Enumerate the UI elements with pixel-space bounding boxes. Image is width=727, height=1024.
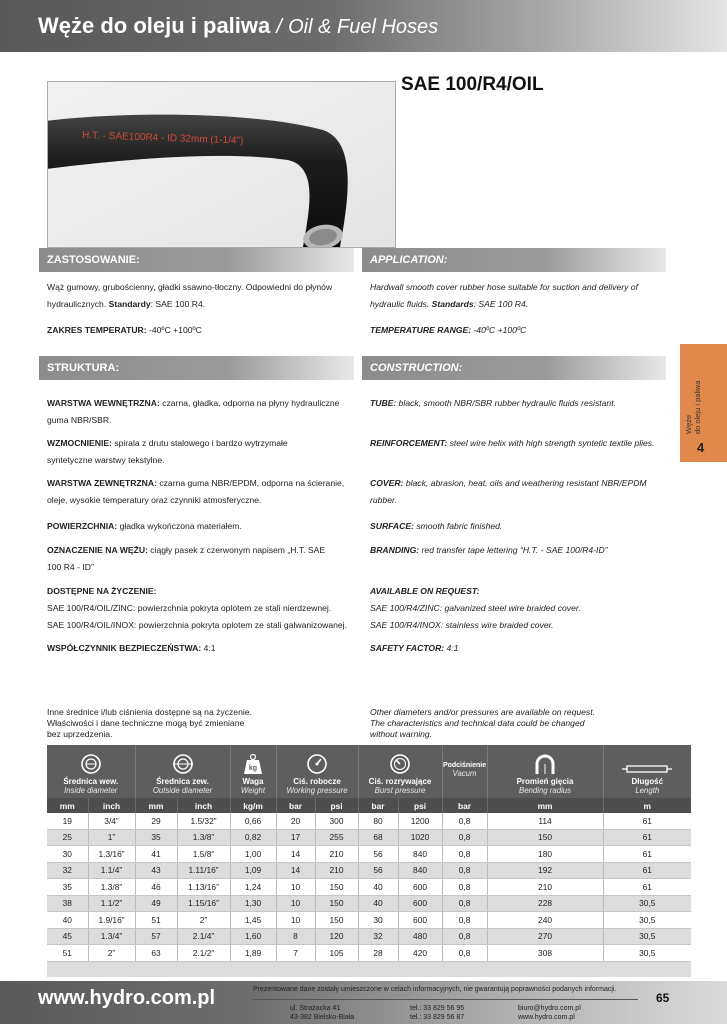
chapter-tab-label — [684, 381, 702, 434]
table-cell: 10 — [276, 912, 315, 929]
specs-table — [47, 745, 664, 977]
col-title-pl: Ciś. robocze — [293, 777, 341, 786]
chapter-number: 4 — [697, 440, 705, 455]
length-icon — [621, 763, 673, 775]
table-row — [47, 829, 691, 846]
application-text — [370, 279, 670, 313]
zastosowanie-std-value: : SAE 100 R4. — [150, 299, 206, 309]
safety-value-en: 4:1 — [444, 643, 459, 653]
table-cell-empty — [442, 961, 487, 977]
table-cell: 57 — [135, 928, 177, 945]
application-std-value: : SAE 100 R4. — [473, 299, 529, 309]
item-text: smooth fabric finished. — [413, 521, 503, 531]
table-cell: 30,5 — [603, 912, 691, 929]
item-label: TUBE: — [370, 398, 397, 408]
struktura-item — [47, 395, 347, 429]
unit-cell: psi — [315, 798, 358, 813]
table-cell: 20 — [276, 813, 315, 829]
page-footer — [0, 981, 727, 1024]
table-cell: 1.3/8” — [88, 879, 135, 896]
table-cell: 56 — [358, 846, 398, 863]
table-cell: 150 — [315, 895, 358, 912]
table-cell: 1,45 — [230, 912, 276, 929]
burst-gauge-icon — [389, 753, 411, 775]
unit-cell: psi — [398, 798, 442, 813]
table-cell: 56 — [358, 862, 398, 879]
table-cell: 308 — [487, 945, 603, 962]
application-desc: Hardwall smooth cover rubber hose suitable for suction and delivery of hydraulic fluids. — [370, 282, 638, 309]
item-text: spirala z drutu stalowego i bardzo wytrzymałe syntetyczne warstwy tekstylne. — [47, 438, 288, 465]
note-line: without warning. — [370, 729, 433, 739]
table-cell: 10 — [276, 895, 315, 912]
request-line: SAE 100/R4/INOX: stainless wire braided cover. — [370, 620, 554, 630]
table-cell: 1,30 — [230, 895, 276, 912]
table-cell: 61 — [603, 829, 691, 846]
temp-value-en: -40ºC +100ºC — [471, 325, 527, 335]
col-burst-pressure — [358, 745, 442, 798]
table-cell: 32 — [47, 862, 88, 879]
table-cell: 61 — [603, 846, 691, 863]
col-title-en: Length — [635, 786, 660, 795]
table-cell: 192 — [487, 862, 603, 879]
table-cell-empty — [135, 961, 177, 977]
item-text: red transfer tape lettering “H.T. - SAE 100/R4-ID” — [419, 545, 608, 555]
notes-pl — [47, 707, 347, 740]
table-cell: 180 — [487, 846, 603, 863]
table-cell: 30 — [358, 912, 398, 929]
table-cell: 114 — [487, 813, 603, 829]
request-line: SAE 100/R4/ZINC: galvanized steel wire braided cover. — [370, 603, 581, 613]
struktura-item — [47, 518, 347, 535]
table-cell: 0,8 — [442, 912, 487, 929]
unit-cell: mm — [487, 798, 603, 813]
phone-line: tel.: 33 829 56 95 — [410, 1005, 465, 1012]
table-cell: 1.11/16” — [177, 862, 230, 879]
address-line: ul. Strażacka 41 — [290, 1005, 341, 1012]
item-label: WARSTWA WEWNĘTRZNA: — [47, 398, 160, 408]
construction-item — [370, 542, 670, 559]
section-construction: CONSTRUCTION: — [362, 356, 666, 380]
weight-icon-text: kg — [248, 765, 258, 772]
table-cell-empty — [603, 961, 691, 977]
application-std-label: Standards — [431, 299, 474, 309]
item-label: POWIERZCHNIA: — [47, 521, 118, 531]
table-cell: 840 — [398, 862, 442, 879]
table-cell-empty — [358, 961, 398, 977]
item-label: WZMOCNIENIE: — [47, 438, 112, 448]
table-cell: 420 — [398, 945, 442, 962]
item-text: czarna, gładka, odporna na płyny hydrauliczne guma NBR/SBR. — [47, 398, 340, 425]
struktura-item — [47, 435, 322, 469]
note-line: The characteristics and technical data could be changed — [370, 718, 585, 728]
table-cell: 40 — [358, 895, 398, 912]
table-cell: 51 — [47, 945, 88, 962]
address-line: 43-382 Bielsko-Biała — [290, 1013, 355, 1021]
table-cell: 2.1/4” — [177, 928, 230, 945]
table-cell: 0,66 — [230, 813, 276, 829]
table-cell: 17 — [276, 829, 315, 846]
product-code: SAE 100/R4/OIL — [401, 74, 544, 95]
page-title — [38, 13, 438, 39]
title-en: Oil & Fuel Hoses — [288, 16, 439, 38]
table-cell-empty — [398, 961, 442, 977]
col-title-en: Vacum — [452, 769, 477, 778]
weight-icon — [243, 753, 263, 775]
col-title-pl: Średnica zew. — [156, 777, 209, 786]
table-cell: 30,5 — [603, 945, 691, 962]
construction-item — [370, 518, 670, 535]
col-inside-diameter — [47, 745, 135, 798]
table-cell: 2” — [88, 945, 135, 962]
table-cell: 32 — [358, 928, 398, 945]
table-cell: 10 — [276, 879, 315, 896]
col-title-en: Working pressure — [286, 786, 348, 795]
unit-cell: inch — [177, 798, 230, 813]
unit-cell: bar — [358, 798, 398, 813]
footer-disclaimer: Prezentowane dane zostały umieszczone w celach informacyjnych, nie gwarantują poprawności podanych informacji. — [253, 986, 617, 993]
hose-photo — [47, 81, 396, 248]
col-working-pressure — [276, 745, 358, 798]
zastosowanie-text — [47, 279, 347, 313]
table-cell: 41 — [135, 846, 177, 863]
unit-cell: bar — [276, 798, 315, 813]
table-cell: 0,8 — [442, 829, 487, 846]
item-text: black, abrasion, heat, oils and weathering resistant NBR/EPDM rubber. — [370, 478, 647, 505]
gauge-icon — [306, 753, 328, 775]
unit-cell: bar — [442, 798, 487, 813]
table-cell: 1,89 — [230, 945, 276, 962]
request-line: SAE 100/R4/OIL/INOX: powierzchnia pokryta oplotem ze stali galwanizowanej. — [47, 620, 347, 630]
hose-branding-print: H.T. - SAE100R4 - ID 32mm (1-1/4") — [81, 130, 244, 147]
table-cell: 210 — [315, 846, 358, 863]
table-cell: 1,09 — [230, 862, 276, 879]
table-cell: 0,8 — [442, 846, 487, 863]
unit-cell: kg/m — [230, 798, 276, 813]
table-cell: 40 — [358, 879, 398, 896]
table-cell-empty — [88, 961, 135, 977]
table-cell: 120 — [315, 928, 358, 945]
table-cell: 600 — [398, 879, 442, 896]
table-cell: 1.5/32” — [177, 813, 230, 829]
item-text: gładka wykończona materiałem. — [117, 521, 242, 531]
table-cell: 29 — [135, 813, 177, 829]
table-cell-empty — [230, 961, 276, 977]
table-cell: 1.5/8” — [177, 846, 230, 863]
table-cell: 105 — [315, 945, 358, 962]
page-header — [0, 0, 727, 52]
table-cell: 0,82 — [230, 829, 276, 846]
table-cell: 25 — [47, 829, 88, 846]
table-row-empty — [47, 961, 691, 977]
col-title-pl: Waga — [242, 777, 264, 786]
table-cell: 2” — [177, 912, 230, 929]
item-label: BRANDING: — [370, 545, 420, 555]
note-line: bez uprzedzenia. — [47, 729, 113, 739]
table-cell: 1.13/16” — [177, 879, 230, 896]
request-title-pl: DOSTĘPNE NA ŻYCZENIE: — [47, 586, 157, 596]
table-row — [47, 813, 691, 829]
footer-phones — [410, 1005, 464, 1022]
table-cell: 1,60 — [230, 928, 276, 945]
table-body — [47, 813, 691, 977]
table-cell: 61 — [603, 879, 691, 896]
table-cell: 8 — [276, 928, 315, 945]
footer-web[interactable]: www.hydro.com.pl — [518, 1013, 575, 1021]
table-cell: 51 — [135, 912, 177, 929]
table-cell: 1020 — [398, 829, 442, 846]
table-cell: 1.1/2” — [88, 895, 135, 912]
table-cell: 2.1/2” — [177, 945, 230, 962]
section-zastosowanie: ZASTOSOWANIE: — [39, 248, 354, 272]
col-title-en: Weight — [240, 786, 266, 795]
item-label: SURFACE: — [370, 521, 414, 531]
table-cell: 150 — [487, 829, 603, 846]
table-cell-empty — [276, 961, 315, 977]
table-cell: 0,8 — [442, 895, 487, 912]
table-cell: 30,5 — [603, 928, 691, 945]
col-title-en: Outside diameter — [152, 786, 213, 795]
table-cell: 210 — [315, 862, 358, 879]
request-line: SAE 100/R4/OIL/ZINC: powierzchnia pokryta oplotem ze stali nierdzewnej. — [47, 603, 332, 613]
section-application: APPLICATION: — [362, 248, 666, 272]
table-cell: 35 — [47, 879, 88, 896]
table-cell: 63 — [135, 945, 177, 962]
table-cell: 600 — [398, 912, 442, 929]
col-title-pl: Długość — [631, 777, 664, 786]
table-row — [47, 928, 691, 945]
table-cell: 0,8 — [442, 879, 487, 896]
table-cell: 1,24 — [230, 879, 276, 896]
chapter-side-tab[interactable] — [680, 344, 727, 462]
table-cell: 40 — [47, 912, 88, 929]
temp-label-en: TEMPERATURE RANGE: — [370, 325, 472, 335]
table-row — [47, 879, 691, 896]
footer-email[interactable]: biuro@hydro.com.pl — [518, 1005, 581, 1012]
temp-label-pl: ZAKRES TEMPERATUR: — [47, 325, 147, 335]
table-cell-empty — [47, 961, 88, 977]
table-cell: 600 — [398, 895, 442, 912]
table-row — [47, 895, 691, 912]
col-vacuum — [442, 745, 487, 798]
table-cell: 45 — [47, 928, 88, 945]
table-cell: 1.15/16” — [177, 895, 230, 912]
table-cell: 7 — [276, 945, 315, 962]
footer-url[interactable]: www.hydro.com.pl — [38, 987, 216, 1009]
struktura-item — [47, 475, 347, 509]
table-cell: 150 — [315, 912, 358, 929]
table-cell: 14 — [276, 862, 315, 879]
item-label: WARSTWA ZEWNĘTRZNA: — [47, 478, 157, 488]
safety-factor-pl — [47, 640, 347, 657]
temp-value-pl: -40ºC +100ºC — [146, 325, 202, 335]
bend-radius-icon — [531, 753, 559, 775]
zakres-temperatur — [47, 322, 347, 339]
col-title-pl: Podciśnienie — [442, 762, 487, 769]
page-number: 65 — [656, 991, 670, 1005]
table-cell: 0,8 — [442, 862, 487, 879]
request-title-en: AVAILABLE ON REQUEST: — [370, 586, 480, 596]
table-cell: 228 — [487, 895, 603, 912]
table-cell: 1200 — [398, 813, 442, 829]
construction-item — [370, 435, 655, 452]
construction-item — [370, 475, 660, 509]
chapter-tab-label-line1: Węże — [684, 414, 693, 434]
table-cell: 0,8 — [442, 928, 487, 945]
table-cell: 28 — [358, 945, 398, 962]
outside-diameter-icon — [172, 753, 194, 775]
table-cell: 30,5 — [603, 895, 691, 912]
table-cell: 14 — [276, 846, 315, 863]
table-cell: 68 — [358, 829, 398, 846]
safety-label-pl: WSPÓŁCZYNNIK BEZPIECZEŃSTWA: — [47, 643, 202, 653]
table-cell: 43 — [135, 862, 177, 879]
struktura-item — [47, 542, 332, 576]
item-text: ciągły pasek z czerwonym napisem „H.T. SAE 100 R4 - ID” — [47, 545, 326, 572]
table-cell: 0,8 — [442, 945, 487, 962]
table-cell: 61 — [603, 813, 691, 829]
unit-cell: mm — [135, 798, 177, 813]
unit-cell: m — [603, 798, 691, 813]
col-bending-radius — [487, 745, 603, 798]
item-label: REINFORCEMENT: — [370, 438, 448, 448]
table-cell: 30 — [47, 846, 88, 863]
units-row — [47, 798, 691, 813]
table-cell: 270 — [487, 928, 603, 945]
note-line: Inne średnice i/lub ciśnienia dostępne są na życzenie. — [47, 707, 252, 717]
table-cell: 0,8 — [442, 813, 487, 829]
footer-divider — [253, 999, 638, 1000]
unit-cell: inch — [88, 798, 135, 813]
col-weight — [230, 745, 276, 798]
item-text: czarna guma NBR/EPDM, odporna na ścieranie, oleje, wysokie temperatury oraz czynniki atmosferyczne. — [47, 478, 345, 505]
item-text: steel wire helix with high strength syntetic textile plies. — [447, 438, 655, 448]
safety-value-pl: 4:1 — [201, 643, 216, 653]
table-cell: 1” — [88, 829, 135, 846]
table-cell: 1.3/16” — [88, 846, 135, 863]
table-cell: 80 — [358, 813, 398, 829]
table-cell-empty — [315, 961, 358, 977]
chapter-tab-label-line2: do oleju i paliwa — [693, 380, 702, 434]
request-block-pl — [47, 583, 367, 634]
zastosowanie-desc: Wąż gumowy, grubościenny, gładki ssawno-tłoczny. Odpowiedni do płynów hydraulicznych. — [47, 282, 333, 309]
notes-en — [370, 707, 670, 740]
table-cell: 3/4” — [88, 813, 135, 829]
section-struktura: STRUKTURA: — [39, 356, 354, 380]
table-cell: 1.3/8” — [177, 829, 230, 846]
request-block-en — [370, 583, 670, 634]
table-cell: 240 — [487, 912, 603, 929]
zastosowanie-std-label: Standardy — [108, 299, 151, 309]
temperature-range — [370, 322, 670, 339]
inside-diameter-icon — [80, 753, 102, 775]
table-cell: 1.1/4” — [88, 862, 135, 879]
note-line: Other diameters and/or pressures are available on request. — [370, 707, 595, 717]
table-cell: 255 — [315, 829, 358, 846]
item-text: black, smooth NBR/SBR rubber hydraulic fluids resistant. — [396, 398, 616, 408]
table-cell: 150 — [315, 879, 358, 896]
col-outside-diameter — [135, 745, 230, 798]
table-cell: 35 — [135, 829, 177, 846]
unit-cell: mm — [47, 798, 88, 813]
table-cell: 1.9/16” — [88, 912, 135, 929]
item-label: COVER: — [370, 478, 404, 488]
table-cell: 210 — [487, 879, 603, 896]
table-cell-empty — [177, 961, 230, 977]
table-cell: 46 — [135, 879, 177, 896]
table-row — [47, 912, 691, 929]
title-pl: Węże do oleju i paliwa — [38, 13, 271, 38]
table-cell: 49 — [135, 895, 177, 912]
table-cell: 19 — [47, 813, 88, 829]
table-cell: 61 — [603, 862, 691, 879]
table-row — [47, 945, 691, 962]
table-cell: 300 — [315, 813, 358, 829]
table-row — [47, 862, 691, 879]
item-label: OZNACZENIE NA WĘŻU: — [47, 545, 148, 555]
footer-address — [290, 1005, 354, 1022]
col-title-pl: Promień gięcia — [516, 777, 574, 786]
table-cell: 840 — [398, 846, 442, 863]
safety-factor-en — [370, 640, 670, 657]
table-row — [47, 846, 691, 863]
col-title-pl: Ciś. rozrywające — [368, 777, 432, 786]
safety-label-en: SAFETY FACTOR: — [370, 643, 445, 653]
col-title-en: Inside diameter — [64, 786, 118, 795]
title-separator: / — [276, 16, 282, 38]
hose-image — [48, 82, 395, 247]
table-cell: 480 — [398, 928, 442, 945]
col-title-en: Burst pressure — [374, 786, 426, 795]
table-cell: 38 — [47, 895, 88, 912]
footer-contacts — [518, 1005, 581, 1022]
table-cell: 1,00 — [230, 846, 276, 863]
col-length — [603, 745, 691, 798]
table-cell: 1.3/4” — [88, 928, 135, 945]
note-line: Właściwości i dane techniczne mogą być zmieniane — [47, 718, 245, 728]
col-title-pl: Średnica wew. — [63, 777, 119, 786]
construction-item — [370, 395, 670, 412]
col-title-en: Bending radius — [519, 786, 572, 795]
table-cell-empty — [487, 961, 603, 977]
phone-line: tel.: 33 829 56 87 — [410, 1013, 465, 1021]
